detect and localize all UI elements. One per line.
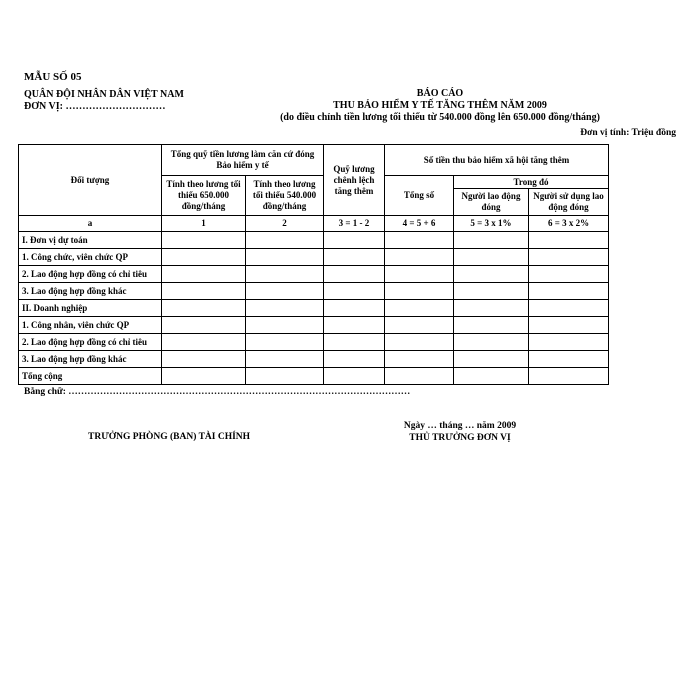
input-cell[interactable] bbox=[324, 351, 385, 368]
input-cell[interactable] bbox=[324, 283, 385, 300]
input-cell[interactable] bbox=[246, 232, 324, 249]
row-label: 2. Lao động hợp đồng có chỉ tiêu bbox=[19, 266, 162, 283]
input-cell[interactable] bbox=[454, 300, 529, 317]
input-cell[interactable] bbox=[246, 266, 324, 283]
header-employee: Người lao động đóng bbox=[454, 189, 529, 216]
input-cell[interactable] bbox=[246, 368, 324, 385]
row-label: II. Doanh nghiệp bbox=[19, 300, 162, 317]
input-cell[interactable] bbox=[162, 232, 246, 249]
input-cell[interactable] bbox=[385, 334, 454, 351]
code-cell: 5 = 3 x 1% bbox=[454, 216, 529, 232]
header-salary-fund: Tổng quỹ tiền lương làm căn cứ đóng Bảo hiểm y tế bbox=[162, 145, 324, 176]
input-cell[interactable] bbox=[385, 317, 454, 334]
input-cell[interactable] bbox=[162, 266, 246, 283]
input-cell[interactable] bbox=[324, 368, 385, 385]
input-cell[interactable] bbox=[324, 249, 385, 266]
input-cell[interactable] bbox=[529, 232, 609, 249]
report-title-line3: (do điều chỉnh tiền lương tối thiểu từ 540.000 đồng lên 650.000 đồng/tháng) bbox=[280, 112, 600, 123]
input-cell[interactable] bbox=[324, 232, 385, 249]
input-cell[interactable] bbox=[529, 317, 609, 334]
input-cell[interactable] bbox=[454, 334, 529, 351]
input-cell[interactable] bbox=[454, 317, 529, 334]
input-cell[interactable] bbox=[529, 266, 609, 283]
header-of-which: Trong đó bbox=[454, 176, 609, 189]
row-label: 3. Lao động hợp đồng khác bbox=[19, 283, 162, 300]
input-cell[interactable] bbox=[529, 334, 609, 351]
table-row bbox=[19, 300, 609, 317]
row-label: 1. Công nhân, viên chức QP bbox=[19, 317, 162, 334]
input-cell[interactable] bbox=[385, 266, 454, 283]
signature-date: Ngày … tháng … năm 2009 bbox=[403, 421, 517, 431]
table-row bbox=[19, 351, 609, 368]
input-cell[interactable] bbox=[162, 300, 246, 317]
row-label: 3. Lao động hợp đồng khác bbox=[19, 351, 162, 368]
column-code-row bbox=[19, 216, 609, 232]
input-cell[interactable] bbox=[385, 368, 454, 385]
header-salary-650: Tính theo lương tối thiểu 650.000 đồng/tháng bbox=[162, 176, 246, 216]
unit-head-signature-block bbox=[390, 420, 530, 444]
input-cell[interactable] bbox=[454, 283, 529, 300]
row-label: 1. Công chức, viên chức QP bbox=[19, 249, 162, 266]
table-row bbox=[19, 317, 609, 334]
report-table bbox=[18, 144, 609, 385]
report-title-line1: BÁO CÁO bbox=[416, 88, 464, 99]
header-insurance-amount: Số tiền thu bảo hiểm xã hội tăng thêm bbox=[385, 145, 609, 176]
input-cell[interactable] bbox=[246, 283, 324, 300]
row-label: Tổng cộng bbox=[19, 368, 162, 385]
input-cell[interactable] bbox=[246, 249, 324, 266]
row-label: I. Đơn vị dự toán bbox=[19, 232, 162, 249]
input-cell[interactable] bbox=[246, 351, 324, 368]
input-cell[interactable] bbox=[162, 351, 246, 368]
report-title bbox=[230, 88, 650, 124]
header-row-1 bbox=[19, 145, 609, 176]
header-employer: Người sử dụng lao động đóng bbox=[529, 189, 609, 216]
input-cell[interactable] bbox=[529, 351, 609, 368]
unit-head-signature-title: THỦ TRƯỞNG ĐƠN VỊ bbox=[409, 433, 511, 443]
code-cell: 6 = 3 x 2% bbox=[529, 216, 609, 232]
input-cell[interactable] bbox=[385, 232, 454, 249]
input-cell[interactable] bbox=[385, 249, 454, 266]
input-cell[interactable] bbox=[162, 334, 246, 351]
input-cell[interactable] bbox=[246, 317, 324, 334]
unit-line: ĐƠN VỊ: ………………………… bbox=[24, 101, 166, 112]
input-cell[interactable] bbox=[324, 300, 385, 317]
input-cell[interactable] bbox=[529, 368, 609, 385]
input-cell[interactable] bbox=[246, 300, 324, 317]
header-subject: Đối tượng bbox=[19, 145, 162, 216]
input-cell[interactable] bbox=[529, 249, 609, 266]
input-cell[interactable] bbox=[529, 300, 609, 317]
table-row bbox=[19, 266, 609, 283]
code-cell: 1 bbox=[162, 216, 246, 232]
header-salary-diff: Quỹ lương chênh lệch tăng thêm bbox=[324, 145, 385, 216]
input-cell[interactable] bbox=[385, 283, 454, 300]
input-cell[interactable] bbox=[162, 249, 246, 266]
code-cell: 4 = 5 + 6 bbox=[385, 216, 454, 232]
input-cell[interactable] bbox=[385, 300, 454, 317]
table-row bbox=[19, 232, 609, 249]
code-cell: a bbox=[19, 216, 162, 232]
code-cell: 2 bbox=[246, 216, 324, 232]
header-total: Tổng số bbox=[385, 176, 454, 216]
table-row bbox=[19, 283, 609, 300]
form-code: MẪU SỐ 05 bbox=[24, 71, 82, 83]
input-cell[interactable] bbox=[162, 368, 246, 385]
currency-unit: Đơn vị tính: Triệu đồng bbox=[580, 128, 676, 138]
finance-head-signature-title: TRƯỞNG PHÒNG (BAN) TÀI CHÍNH bbox=[88, 432, 251, 442]
code-cell: 3 = 1 - 2 bbox=[324, 216, 385, 232]
table-row bbox=[19, 334, 609, 351]
input-cell[interactable] bbox=[454, 368, 529, 385]
input-cell[interactable] bbox=[454, 232, 529, 249]
input-cell[interactable] bbox=[246, 334, 324, 351]
row-label: 2. Lao động hợp đồng có chỉ tiêu bbox=[19, 334, 162, 351]
input-cell[interactable] bbox=[529, 283, 609, 300]
table-row bbox=[19, 249, 609, 266]
report-title-line2: THU BẢO HIỂM Y TẾ TĂNG THÊM NĂM 2009 bbox=[333, 100, 547, 111]
input-cell[interactable] bbox=[454, 249, 529, 266]
total-row bbox=[19, 368, 609, 385]
input-cell[interactable] bbox=[324, 317, 385, 334]
input-cell[interactable] bbox=[454, 266, 529, 283]
input-cell[interactable] bbox=[162, 283, 246, 300]
input-cell[interactable] bbox=[454, 351, 529, 368]
input-cell[interactable] bbox=[385, 351, 454, 368]
input-cell[interactable] bbox=[324, 334, 385, 351]
input-cell[interactable] bbox=[324, 266, 385, 283]
organization-name: QUÂN ĐỘI NHÂN DÂN VIỆT NAM bbox=[24, 89, 184, 100]
amount-in-words: Bằng chữ: ……………………………………………………………………………………………… bbox=[24, 387, 411, 397]
input-cell[interactable] bbox=[162, 317, 246, 334]
header-salary-540: Tính theo lương tối thiểu 540.000 đồng/tháng bbox=[246, 176, 324, 216]
